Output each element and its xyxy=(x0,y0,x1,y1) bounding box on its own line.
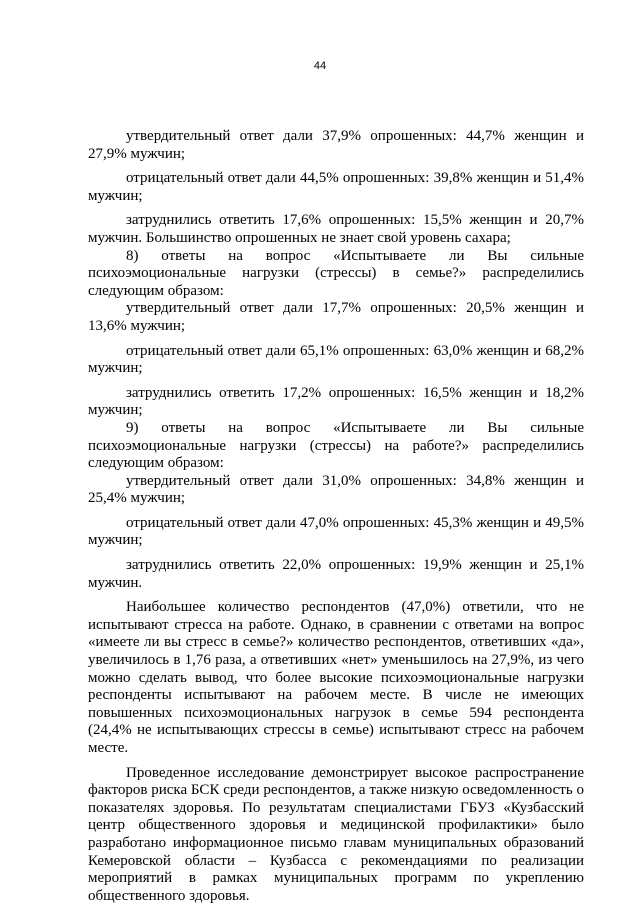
question-9: 9) ответы на вопрос «Испытываете ли Вы сильные психоэмоциональные нагрузки (стрессы) на работе?» распределились следующим образом: xyxy=(88,419,584,472)
answer-no-q7: отрицательный ответ дали 44,5% опрошенных: 39,8% женщин и 51,4% мужчин; xyxy=(88,170,584,204)
answer-no-q9: отрицательный ответ дали 47,0% опрошенных: 45,3% женщин и 49,5% мужчин; xyxy=(88,514,584,549)
answer-no-q8: отрицательный ответ дали 65,1% опрошенных: 63,0% женщин и 68,2% мужчин; xyxy=(88,342,584,377)
document-body xyxy=(88,121,584,905)
page-number: 44 xyxy=(313,60,327,72)
answer-yes-q9: утвердительный ответ дали 31,0% опрошенных: 34,8% женщин и 25,4% мужчин; xyxy=(88,472,584,507)
answer-unsure-q9: затруднились ответить 22,0% опрошенных: 19,9% женщин и 25,1% мужчин. xyxy=(88,557,584,591)
conclusion-paragraph: Проведенное исследование демонстрирует высокое распространение факторов риска БСК среди респондентов, а также низкую осведомленность о показателях здоровья. По результатам специалистами ГБУЗ «Кузбасский центр общественного здоровья и медицинской профилактики» было разработано информационное письмо главам муниципальных образований Кемеровской области – Кузбасса с рекомендациями по реализации мероприятий в рамках муниципальных программ по укреплению общественного здоровья. xyxy=(88,764,584,904)
question-8: 8) ответы на вопрос «Испытываете ли Вы сильные психоэмоциональные нагрузки (стрессы) в семье?» распределились следующим образом: xyxy=(88,247,584,299)
answer-unsure-q8: затруднились ответить 17,2% опрошенных: 16,5% женщин и 18,2% мужчин; xyxy=(88,384,584,419)
analysis-paragraph: Наибольшее количество респондентов (47,0%) ответили, что не испытывают стресса на работе. Однако, в сравнении с ответами на вопрос «имеете ли вы стресс в семье?» количество респондентов, ответивших «да», увеличилось в 1,76 раза, а ответивших «нет» уменьшилось на 27,9%, из чего можно сделать вывод, что более высокие психоэмоциональные нагрузки респонденты испытывают на рабочем месте. В числе не имеющих повышенных психоэмоциональных нагрузок в семье 594 респондента (24,4% не испытывающих стрессы в семье) испытывают стресс на рабочем месте. xyxy=(88,599,584,756)
answer-yes-q7: утвердительный ответ дали 37,9% опрошенных: 44,7% женщин и 27,9% мужчин; xyxy=(88,128,584,162)
answer-yes-q8: утвердительный ответ дали 17,7% опрошенных: 20,5% женщин и 13,6% мужчин; xyxy=(88,300,584,334)
answer-unsure-q7: затруднились ответить 17,6% опрошенных: 15,5% женщин и 20,7% мужчин. Большинство опрошенных не знает свой уровень сахара; xyxy=(88,212,584,246)
